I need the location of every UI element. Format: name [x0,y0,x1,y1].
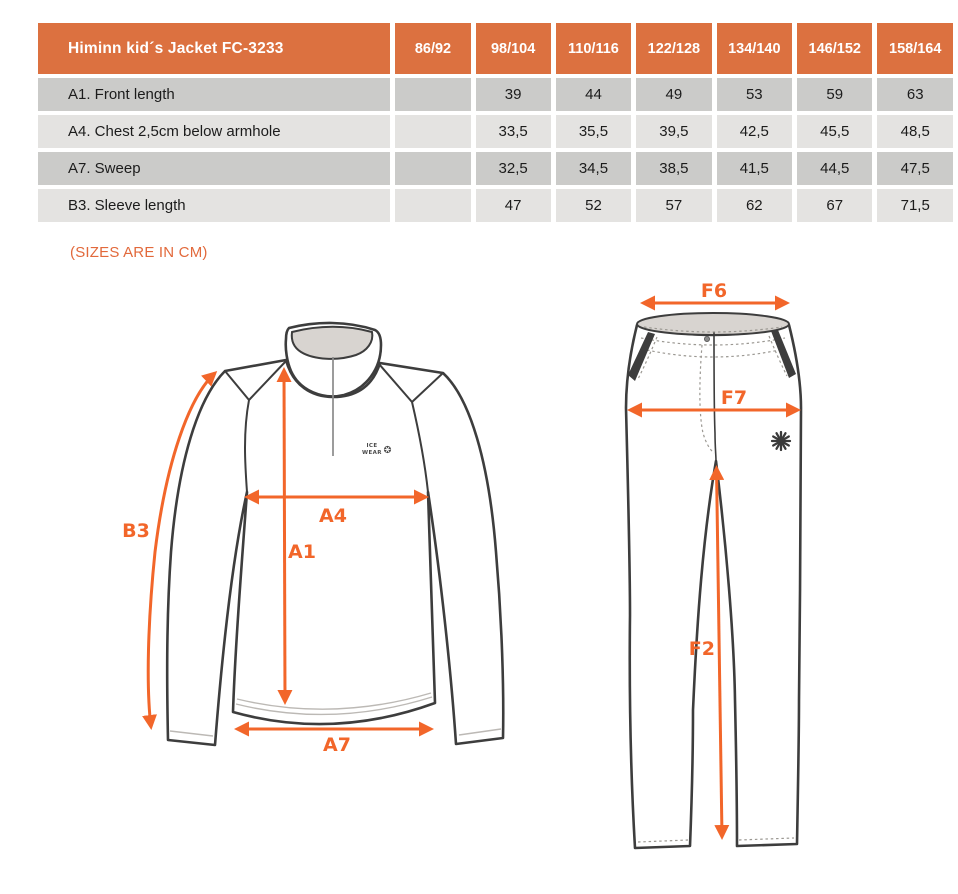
a1-label: A1 [288,541,316,563]
row-label-cell: A1. Front length [38,78,390,111]
value-cell: 49 [636,78,711,111]
value-cell: 48,5 [877,115,953,148]
size-header-cell: 158/164 [877,23,953,74]
value-cell: 59 [797,78,872,111]
jacket-body-outline [167,360,503,745]
table-row [38,189,953,222]
pants-outline [626,325,801,848]
value-cell: 39 [476,78,551,111]
b3-label: B3 [122,520,150,542]
f6-label: F6 [700,280,728,302]
table-row [38,152,953,185]
f2-label: F2 [688,638,715,660]
size-header-cell: 110/116 [556,23,631,74]
value-cell: 44 [556,78,631,111]
value-cell [395,115,470,148]
sizes-in-cm-note: (SIZES ARE IN CM) [70,244,208,261]
f7-label: F7 [720,387,748,409]
value-cell: 38,5 [636,152,711,185]
value-cell: 42,5 [717,115,792,148]
value-cell: 41,5 [717,152,792,185]
a7-label: A7 [323,734,351,756]
jacket-collar-inner [292,327,373,359]
waist-button [704,336,709,341]
value-cell: 45,5 [797,115,872,148]
row-label-cell: B3. Sleeve length [38,189,390,222]
size-table-head-row [38,23,953,74]
value-cell: 33,5 [476,115,551,148]
value-cell: 53 [717,78,792,111]
value-cell: 52 [556,189,631,222]
size-header-cell: 98/104 [476,23,551,74]
row-label-cell: A7. Sweep [38,152,390,185]
size-header-cell: 146/152 [797,23,872,74]
jacket-diagram [95,290,545,790]
value-cell: 63 [877,78,953,111]
value-cell: 62 [717,189,792,222]
size-header-cell: 122/128 [636,23,711,74]
value-cell [395,78,470,111]
svg-text:WEAR: WEAR [362,450,382,456]
value-cell [395,189,470,222]
value-cell: 39,5 [636,115,711,148]
a1-front-length-arrow [284,370,285,702]
value-cell: 47,5 [877,152,953,185]
size-header-cell: 134/140 [717,23,792,74]
table-title: Himinn kid´s Jacket FC-3233 [38,23,390,74]
table-row [38,78,953,111]
size-header-cell: 86/92 [395,23,470,74]
value-cell: 71,5 [877,189,953,222]
f2-inseam-arrow [717,468,723,837]
a4-label: A4 [319,505,347,527]
value-cell: 35,5 [556,115,631,148]
value-cell: 47 [476,189,551,222]
row-label-cell: A4. Chest 2,5cm below armhole [38,115,390,148]
size-table [33,19,958,226]
svg-text:ICE: ICE [366,443,378,449]
value-cell: 57 [636,189,711,222]
logo-snowflake-icon [384,446,391,453]
value-cell [395,152,470,185]
table-row [38,115,953,148]
size-table-body [38,78,953,222]
pants-diagram [610,275,910,885]
value-cell: 32,5 [476,152,551,185]
value-cell: 34,5 [556,152,631,185]
value-cell: 67 [797,189,872,222]
value-cell: 44,5 [797,152,872,185]
